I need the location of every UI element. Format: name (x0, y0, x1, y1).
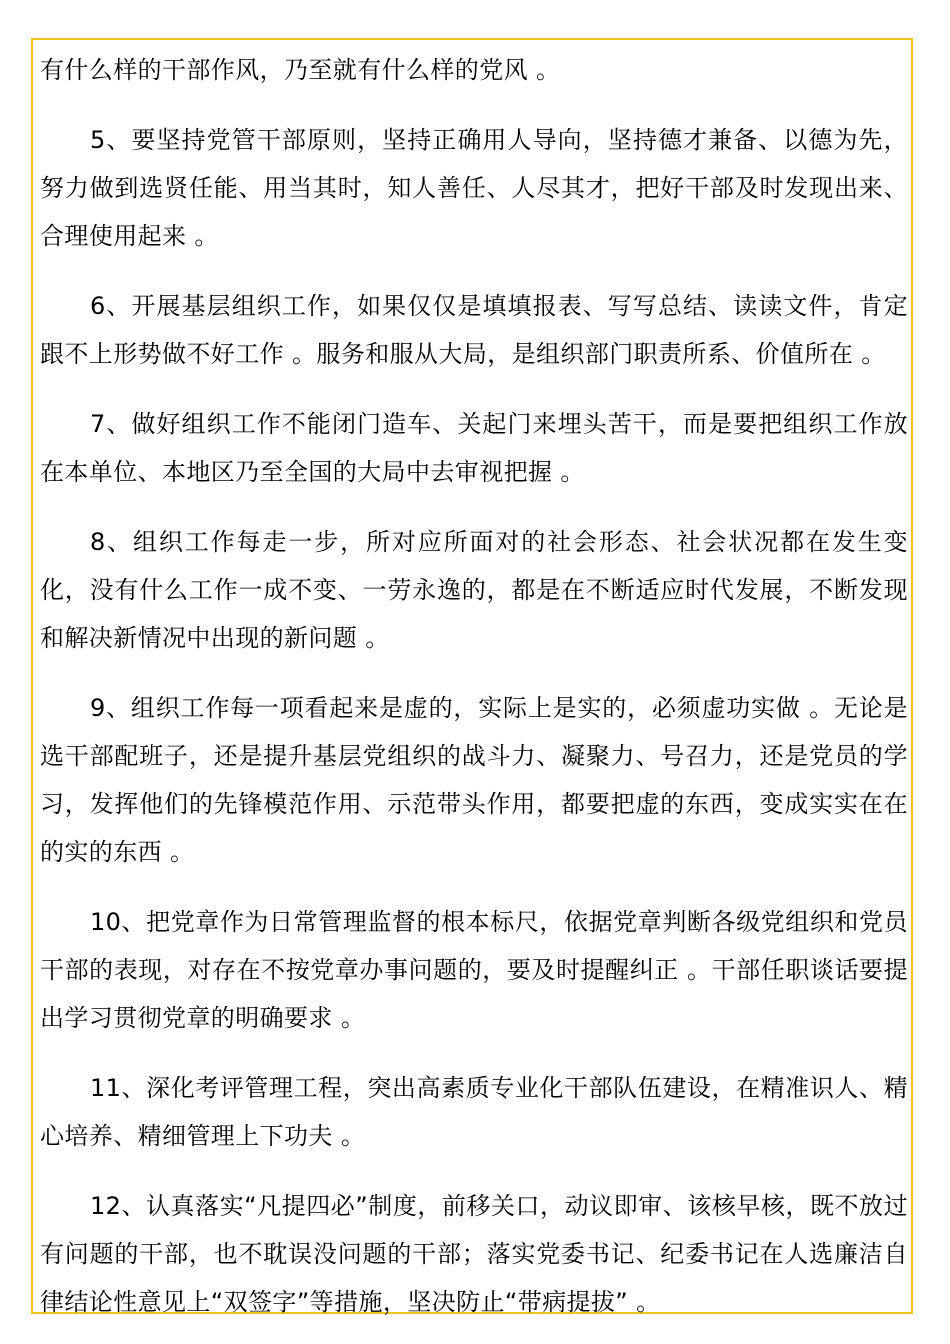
paragraph-continued: 有什么样的干部作风，乃至就有什么样的党风 。 (40, 56, 561, 84)
paragraph-5: 5、要坚持党管干部原则，坚持正确用人导向，坚持德才兼备、以德为先，努力做到选贤任能、用当其时，知人善任、人尽其才，把好干部及时发现出来、合理使用起来 。 (40, 126, 908, 250)
paragraph-9: 9、组织工作每一项看起来是虚的，实际上是实的，必须虚功实做 。无论是选干部配班子，还是提升基层党组织的战斗力、凝聚力、号召力，还是党员的学习，发挥他们的先锋模范作用、示范带头作用，都要把虚的东西，变成实实在在的实的东西 。 (40, 694, 908, 866)
paragraph-8: 8、组织工作每走一步，所对应所面对的社会形态、社会状况都在发生变化，没有什么工作一成不变、一劳永逸的，都是在不断适应时代发展，不断发现和解决新情况中出现的新问题 。 (40, 528, 908, 652)
paragraph-7: 7、做好组织工作不能闭门造车、关起门来埋头苦干，而是要把组织工作放在本单位、本地区乃至全国的大局中去审视把握 。 (40, 410, 908, 486)
document-body (40, 46, 908, 1326)
paragraph-11: 11、深化考评管理工程，突出高素质专业化干部队伍建设，在精准识人、精心培养、精细管理上下功夫 。 (40, 1074, 908, 1150)
paragraph-12: 12、认真落实“凡提四必”制度，前移关口，动议即审、该核早核，既不放过有问题的干部，也不耽误没问题的干部；落实党委书记、纪委书记在人选廉洁自律结论性意见上“双签字”等措施，坚决防止“带病提拔” 。 (40, 1192, 908, 1316)
paragraph-10: 10、把党章作为日常管理监督的根本标尺，依据党章判断各级党组织和党员干部的表现，对存在不按党章办事问题的，要及时提醒纠正 。干部任职谈话要提出学习贯彻党章的明确要求 。 (40, 908, 908, 1032)
paragraph-6: 6、开展基层组织工作，如果仅仅是填填报表、写写总结、读读文件，肯定跟不上形势做不好工作 。服务和服从大局，是组织部门职责所系、价值所在 。 (40, 292, 908, 368)
